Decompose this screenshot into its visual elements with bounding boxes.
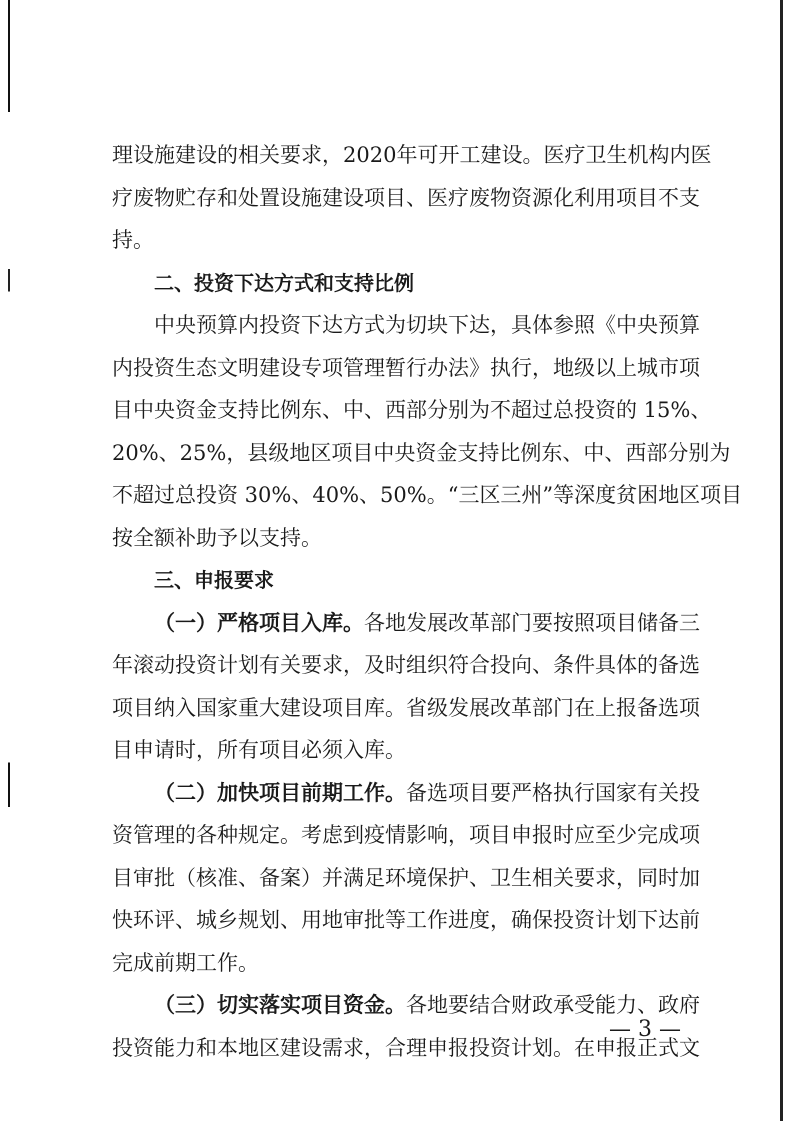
page-number: — 3 — <box>609 1017 681 1042</box>
body-line: 快环评、城乡规划、用地审批等工作进度，确保投资计划下达前 <box>112 908 700 932</box>
subsection-title: （三）切实落实项目资金。 <box>154 992 406 1017</box>
body-line: 按全额补助予以支持。 <box>112 525 322 550</box>
body-line: 不超过总投资 30%、40%、50%。“三区三州”等深度贫困地区项目 <box>112 483 743 507</box>
body-line: 疗废物贮存和处置设施建设项目、医疗废物资源化利用项目不支 <box>112 185 700 210</box>
body-line: 资管理的各种规定。考虑到疫情影响，项目申报时应至少完成项 <box>112 823 700 847</box>
body-line: 项目纳入国家重大建设项目库。省级发展改革部门在上报备选项 <box>112 695 700 720</box>
body-line: 中央预算内投资下达方式为切块下达，具体参照《中央预算 <box>154 313 700 337</box>
body-text: 各地要结合财政承受能力、政府 <box>406 993 700 1017</box>
body-line: 目中央资金支持比例东、中、西部分别为不超过总投资的 15%、 <box>112 398 712 422</box>
body-line: 内投资生态文明建设专项管理暂行办法》执行，地级以上城市项 <box>112 355 700 380</box>
subsection-line <box>112 608 700 638</box>
document-body <box>112 140 743 1075</box>
body-text: 备选项目要严格执行国家有关投 <box>406 780 700 805</box>
subsection-title: （二）加快项目前期工作。 <box>154 779 406 805</box>
section-heading-2: 二、投资下达方式和支持比例 <box>154 270 414 295</box>
body-line: 目审批（核准、备案）并满足环境保护、卫生相关要求，同时加 <box>112 865 700 890</box>
body-line: 投资能力和本地区建设需求，合理申报投资计划。在申报正式文 <box>112 1035 700 1060</box>
body-line: 目申请时，所有项目必须入库。 <box>112 738 406 762</box>
body-line: 完成前期工作。 <box>112 950 259 975</box>
subsection-line <box>112 778 700 808</box>
body-line: 持。 <box>112 228 154 252</box>
body-line: 20%、25%，县级地区项目中央资金支持比例东、中、西部分别为 <box>112 440 731 465</box>
section-heading-3: 三、申报要求 <box>154 568 274 592</box>
scan-edge-left <box>8 0 10 1121</box>
body-text: 各地发展改革部门要按照项目储备三 <box>364 610 700 635</box>
body-line: 理设施建设的相关要求，2020年可开工建设。医疗卫生机构内医 <box>112 143 712 167</box>
subsection-title: （一）严格项目入库。 <box>154 609 364 635</box>
scan-edge-right <box>780 0 783 1121</box>
body-line: 年滚动投资计划有关要求，及时组织符合投向、条件具体的备选 <box>112 653 700 677</box>
